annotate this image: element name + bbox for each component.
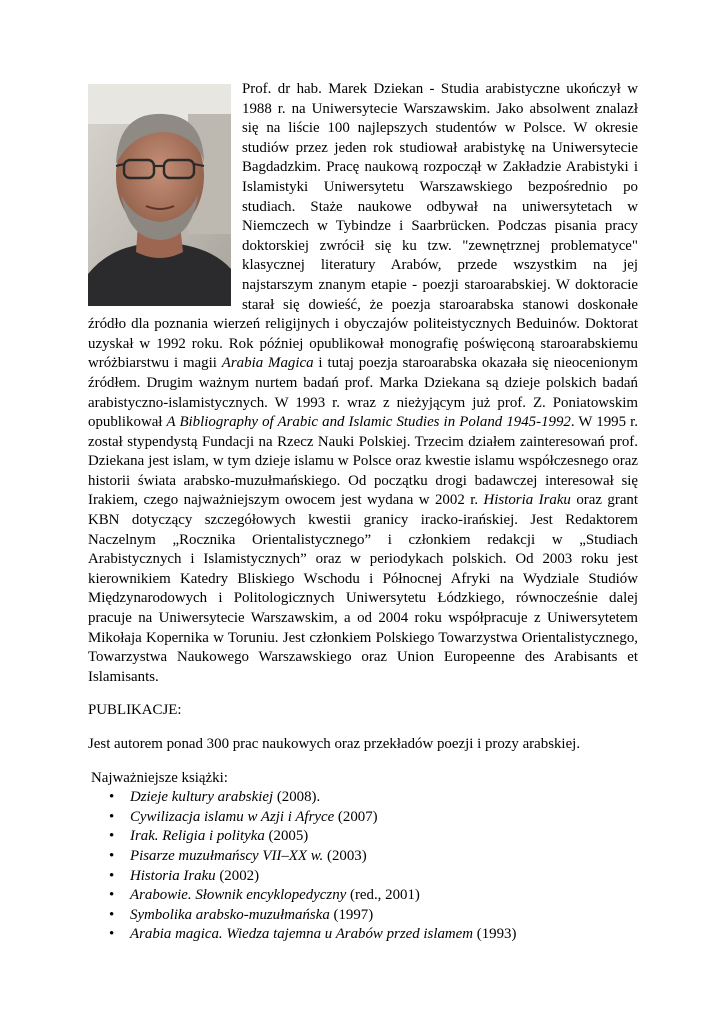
book-title: Arabia magica. Wiedza tajemna u Arabów przed islamem <box>130 926 474 943</box>
author-biography: Prof. dr hab. Marek Dziekan - Studia arabistyczne ukończył w 1988 r. na Uniwersytecie Warszawskim. Jako absolwent znalazł się na liście 100 najlepszych studentów w Polsce. W okresie studiów przez jeden rok studiował arabistykę na Uniwersytecie Bagdadzkim. Pracę naukową rozpoczął w Zakładzie Arabistyki i Islamistyki Uniwersytetu Warszawskiego bezpośrednio po studiach. Staże naukowe odbywał na uniwersytetach w Niemczech w Tybindze i Saarbrücken. Podczas pisania pracy doktorskiej zwrócił się ku tzw. "zewnętrznej problematyce" klasycznej literatury Arabów, przede wszystkim na jej najstarszym znanym etapie - poezji staroarabskiej. W doktoracie starał się dowieść, że poezja staroarabska stanowi doskonałe źródło dla poznania wierzeń religijnych i obyczajów politeistycznych Beduinów. Doktorat uzyskał w 1992 roku. Rok później opublikował monografię poświęconą staroarabskiemu wróżbiarstwu i magii Arabia Magica i tutaj poezja staroarabska okazała się nieocenionym źródłem. Drugim ważnym nurtem badań prof. Marka Dziekana są dzieje polskich badań arabistyczno-islamistycznych. W 1993 r. wraz z nieżyjącym już prof. Z. Poniatowskim opublikował A Bibliography of Arabic and Islamic Studies in Poland 1945-1992. W 1995 r. został stypendystą Fundacji na Rzecz Nauki Polskiej. Trzecim działem zainteresowań prof. Dziekana jest islam, w tym dzieje islamu w Polsce oraz kwestie islamu współczesnego oraz historii świata arabsko-muzułmańskiego. Od początku drogi badawczej interesował się Irakiem, czego najważniejszym owocem jest wydana w 2002 r. Historia Iraku oraz grant KBN dotyczący szczegółowych kwestii granicy iracko-irańskiej. Jest Redaktorem Naczelnym „Rocznika Orientalistycznego” i członkiem redakcji w „Studiach Arabistycznych i Islamistycznych” oraz w periodykach polskich. Od 2003 roku jest kierownikiem Katedry Bliskiego Wschodu i Północnej Afryki na Wydziale Studiów Międzynarodowych i Politologicznych Uniwersytetu Łódzkiego, równocześnie dalej pracuje na Uniwersytecie Warszawskim, a od 2004 roku współpracuje z Uniwersytetem Mikołaja Kopernika w Toruniu. Jest członkiem Polskiego Towarzystwa Orientalistycznego, Towarzystwa Naukowego Warszawskiego oraz Union Europeenne des Arabisants et Islamisants. <box>88 81 639 685</box>
book-title: Cywilizacja islamu w Azji i Afryce <box>130 808 335 825</box>
book-details: (1997) <box>329 906 374 923</box>
book-title: Irak. Religia i polityka <box>130 828 265 845</box>
book-details: (2002) <box>215 867 260 884</box>
book-title: Arabowie. Słownik encyklopedyczny <box>130 887 347 904</box>
book-title: Symbolika arabsko-muzułmańska <box>130 906 330 923</box>
book-details: (2007) <box>334 808 378 825</box>
book-details: (2003) <box>323 847 367 864</box>
list-item <box>130 906 638 926</box>
publications-heading: PUBLIKACJE: <box>88 702 182 719</box>
document-page <box>88 80 638 945</box>
list-item <box>130 886 638 906</box>
book-title: Dzieje kultury arabskiej <box>130 789 274 806</box>
list-item <box>130 867 638 887</box>
list-item <box>130 788 638 808</box>
author-portrait-photo <box>88 84 231 306</box>
books-list <box>88 788 638 945</box>
list-item <box>130 925 638 945</box>
book-details: (1993) <box>473 926 517 943</box>
book-title: Pisarze muzułmańscy VII–XX w. <box>130 847 324 864</box>
book-details: (2008). <box>273 789 321 806</box>
book-details: (2005) <box>264 828 309 845</box>
list-item <box>130 808 638 828</box>
book-title: Historia Iraku <box>130 867 216 884</box>
publications-summary: Jest autorem ponad 300 prac naukowych oraz przekładów poezji i prozy arabskiej. <box>88 736 581 752</box>
books-label: Najważniejsze książki: <box>91 769 228 786</box>
list-item <box>130 827 638 847</box>
list-item <box>130 847 638 867</box>
book-details: (red., 2001) <box>346 887 420 904</box>
